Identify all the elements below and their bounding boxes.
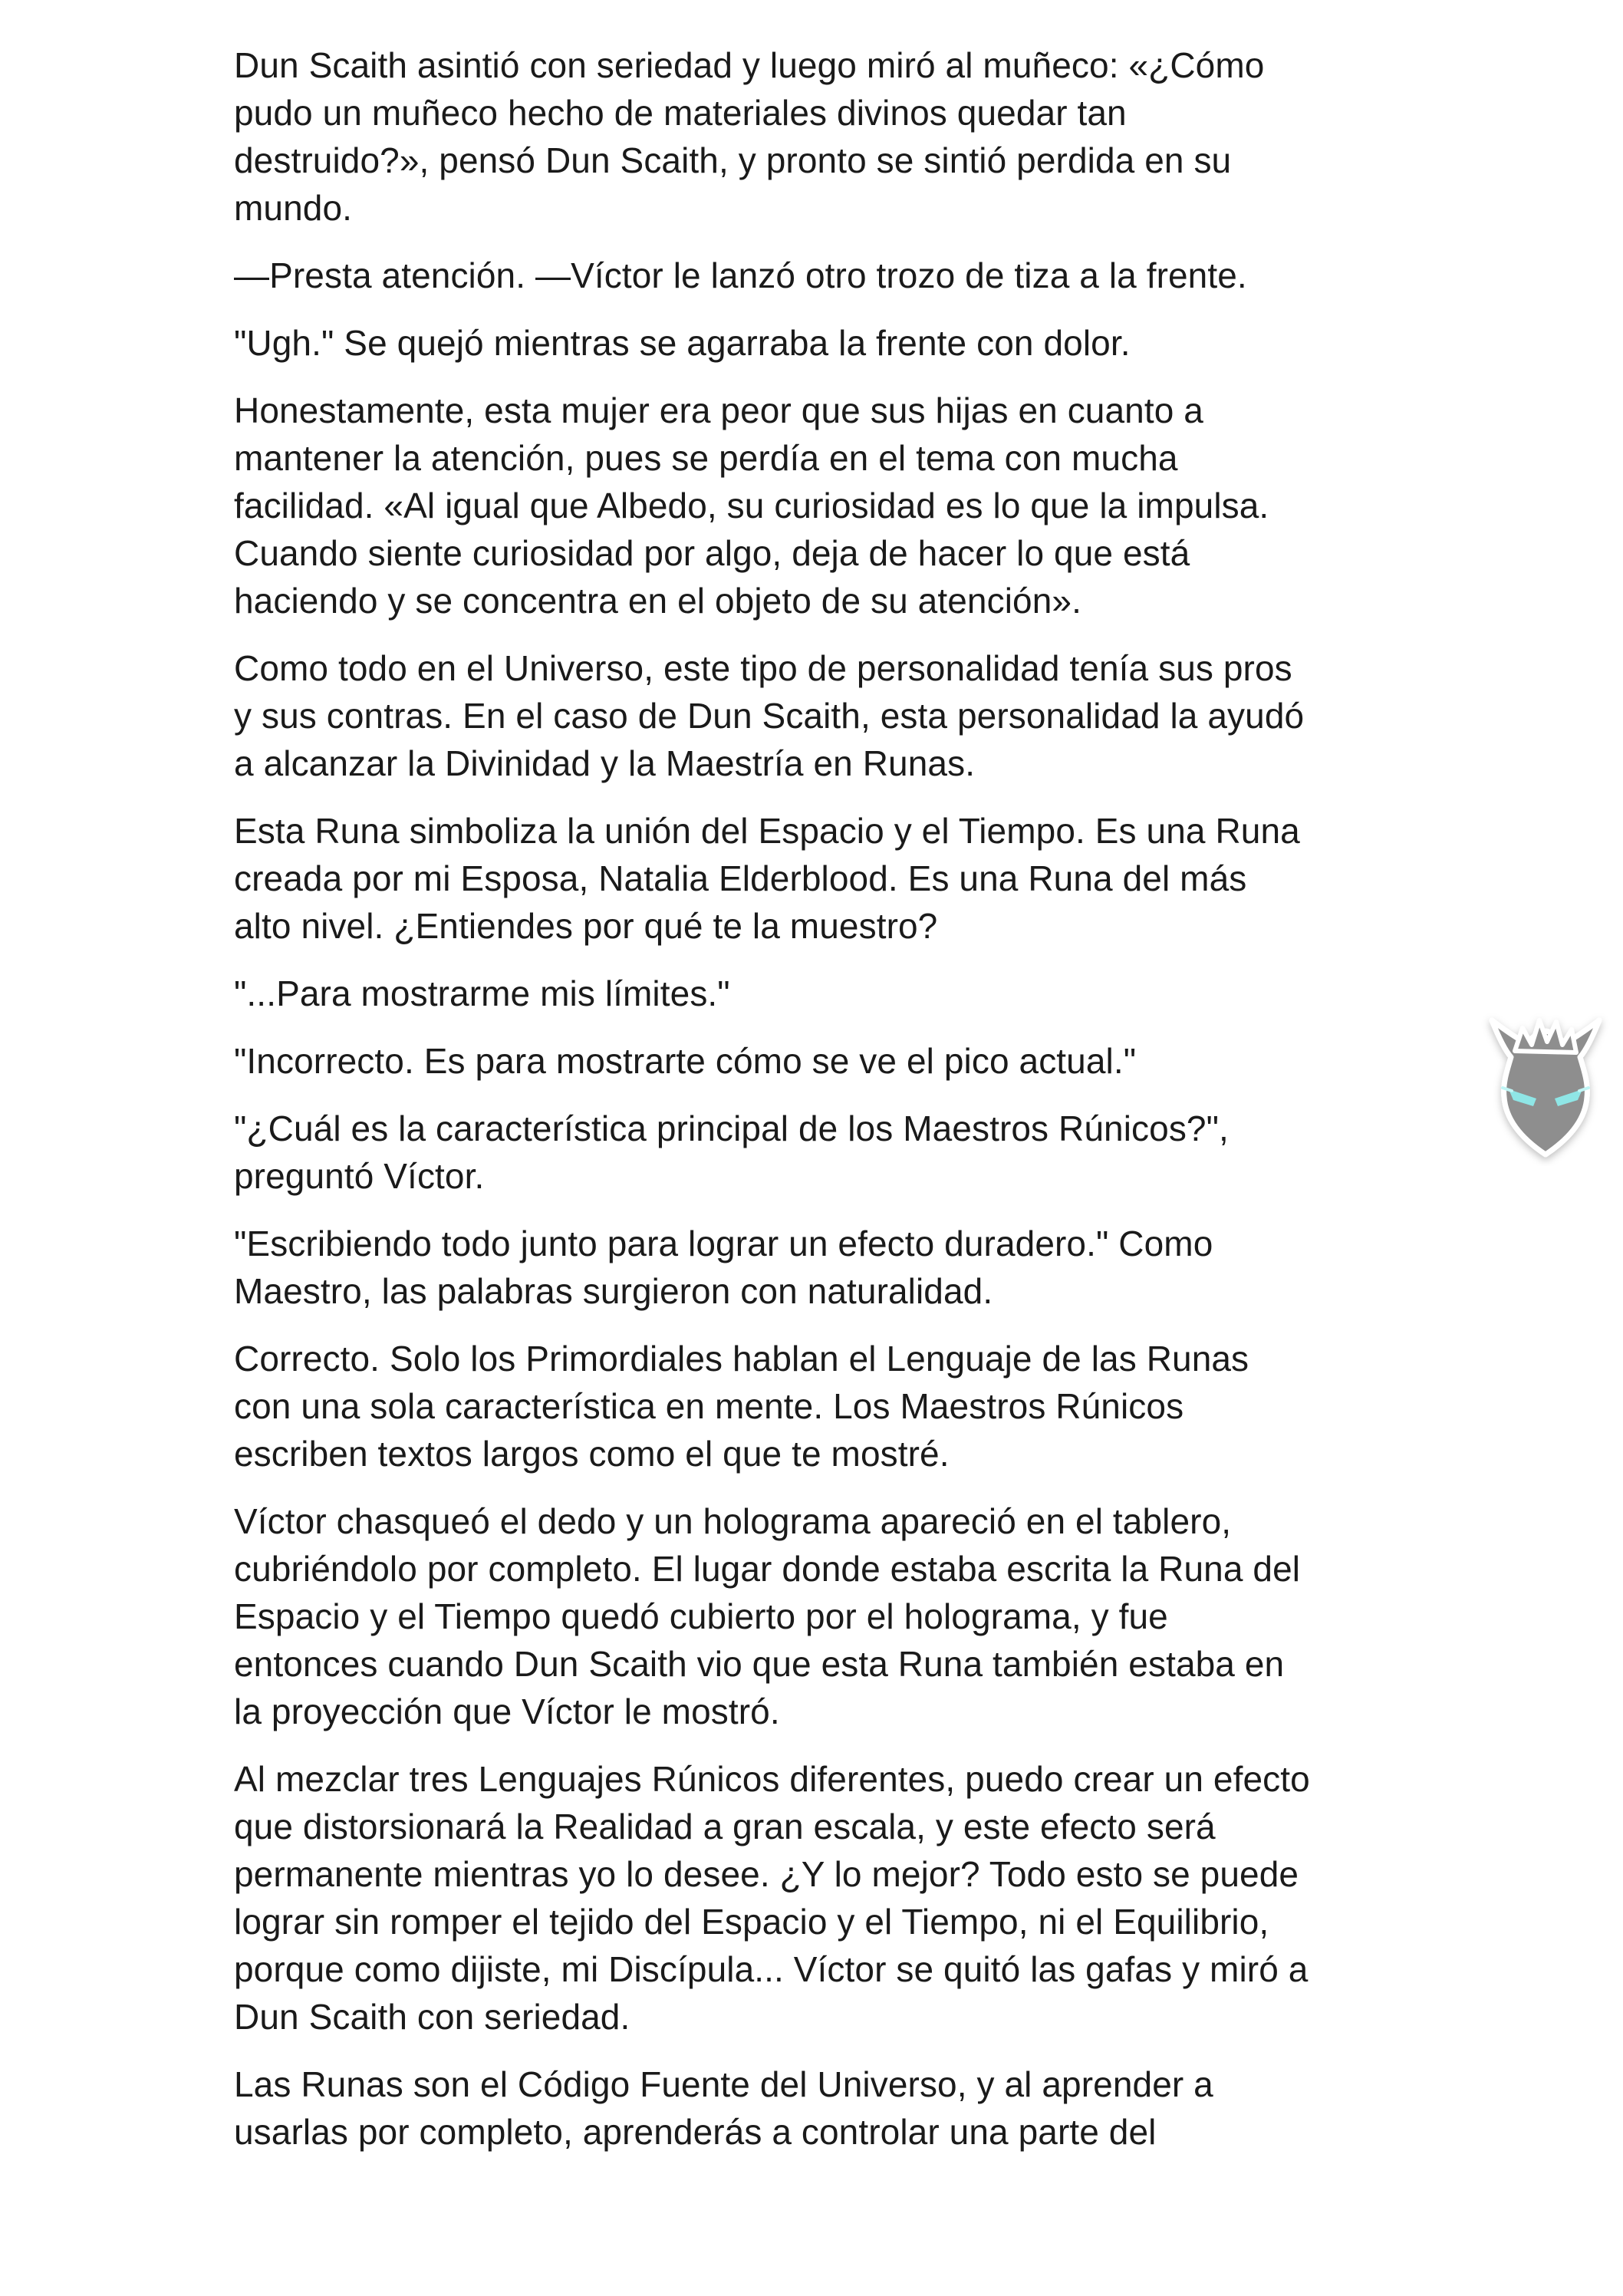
paragraph: "Ugh." Se quejó mientras se agarraba la frente con dolor. <box>234 323 1131 363</box>
paragraph: —Presta atención. —Víctor le lanzó otro trozo de tiza a la frente. <box>234 255 1247 295</box>
paragraph: Honestamente, esta mujer era peor que sus hijas en cuanto a mantener la atención, pues se perdía en el tema con mucha facilidad. «Al igual que Albedo, su curiosidad es lo que la impulsa. Cuando siente curiosidad por algo, deja de hacer lo que está haciendo y se concentra en el objeto de su atención». <box>234 390 1269 621</box>
paragraph: "...Para mostrarme mis límites." <box>234 973 730 1013</box>
paragraph: Dun Scaith asintió con seriedad y luego miró al muñeco: «¿Cómo pudo un muñeco hecho de materiales divinos quedar tan destruido?», pensó Dun Scaith, y pronto se sintió perdida en su mundo. <box>234 45 1265 228</box>
paragraph: Como todo en el Universo, este tipo de personalidad tenía sus pros y sus contras. En el caso de Dun Scaith, esta personalidad la ayudó a alcanzar la Divinidad y la Maestría en Runas. <box>234 648 1305 783</box>
paragraph: Las Runas son el Código Fuente del Universo, y al aprender a usarlas por completo, aprenderás a controlar una parte del <box>234 2064 1213 2152</box>
paragraph: Víctor chasqueó el dedo y un holograma apareció en el tablero, cubriéndolo por completo. El lugar donde estaba escrita la Runa del Espacio y el Tiempo quedó cubierto por el holograma, y fue entonces cuando Dun Scaith vio que esta Runa también estaba en la proyección que Víctor le mostró. <box>234 1501 1301 1731</box>
demon-head-icon <box>1469 997 1622 1166</box>
paragraph: Esta Runa simboliza la unión del Espacio y el Tiempo. Es una Runa creada por mi Esposa, Natalia Elderblood. Es una Runa del más alto nivel. ¿Entiendes por qué te la muestro? <box>234 811 1300 946</box>
paragraph: "¿Cuál es la característica principal de los Maestros Rúnicos?", preguntó Víctor. <box>234 1108 1229 1196</box>
paragraph: "Escribiendo todo junto para lograr un efecto duradero." Como Maestro, las palabras surgieron con naturalidad. <box>234 1224 1213 1311</box>
paragraph: Al mezclar tres Lenguajes Rúnicos diferentes, puedo crear un efecto que distorsionará la Realidad a gran escala, y este efecto será permanente mientras yo lo desee. ¿Y lo mejor? Todo esto se puede lograr sin romper el tejido del Espacio y el Tiempo, ni el Equilibrio, porque como dijiste, mi Discípula... Víctor se quitó las gafas y miró a Dun Scaith con seriedad. <box>234 1759 1310 2037</box>
document-body <box>234 41 1419 2176</box>
paragraph: "Incorrecto. Es para mostrarte cómo se ve el pico actual." <box>234 1041 1137 1081</box>
paragraph: Correcto. Solo los Primordiales hablan el Lenguaje de las Runas con una sola característica en mente. Los Maestros Rúnicos escriben textos largos como el que te mostré. <box>234 1339 1249 1474</box>
